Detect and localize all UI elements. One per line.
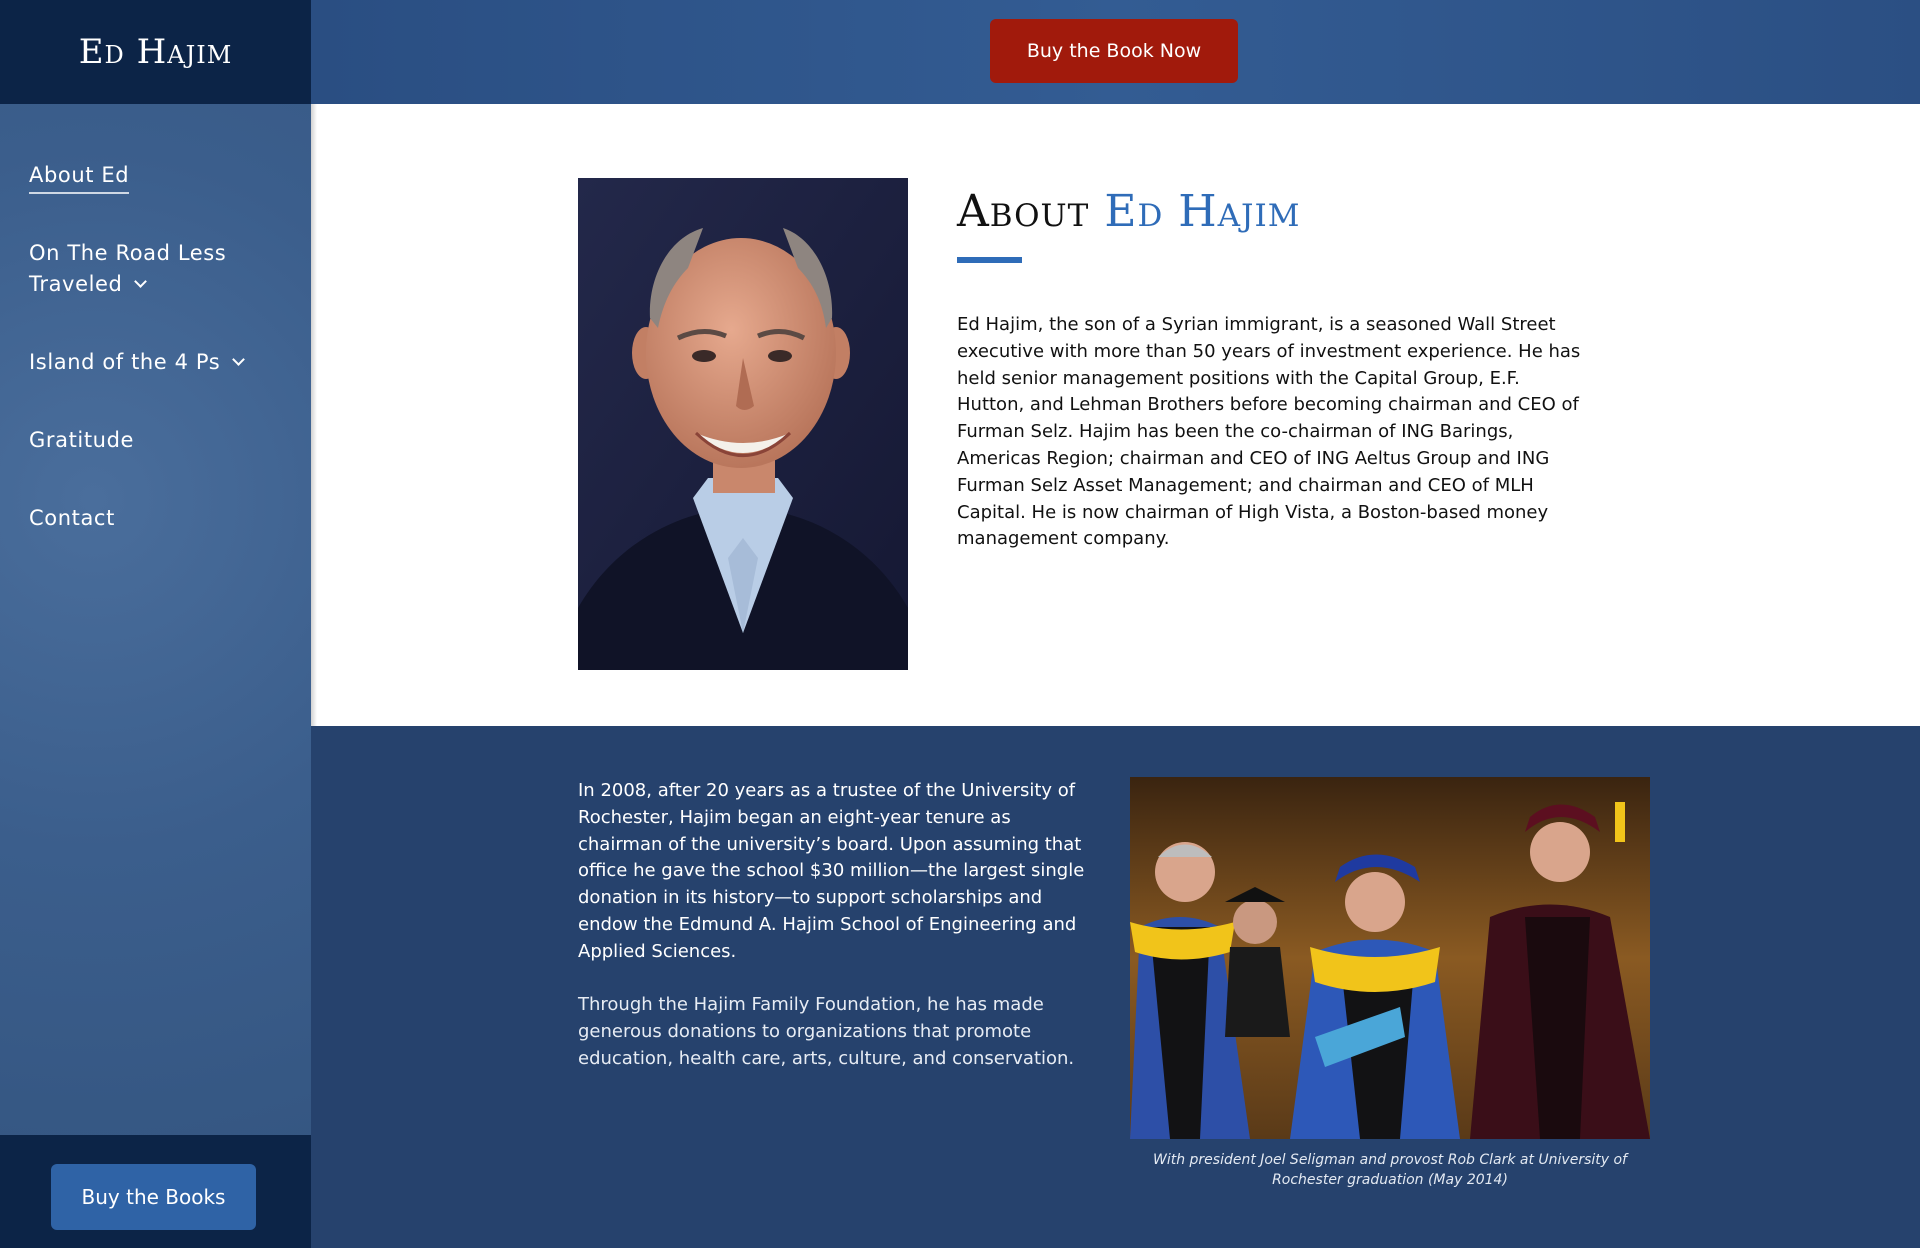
philanthropy-section <box>311 726 1920 1248</box>
sidebar-shadow <box>311 104 317 726</box>
header-bar <box>311 0 1920 104</box>
title-prefix: About <box>957 186 1105 237</box>
nav-item-contact[interactable] <box>29 503 289 534</box>
title-accent: Ed Hajim <box>1104 186 1301 237</box>
nav-item-label: About Ed <box>29 163 129 194</box>
buy-book-now-button[interactable]: Buy the Book Now <box>990 19 1238 83</box>
nav-item-about-ed[interactable] <box>29 160 289 191</box>
title-underline <box>957 257 1022 263</box>
chevron-down-icon[interactable] <box>135 275 148 288</box>
buy-the-books-button[interactable]: Buy the Books <box>51 1164 256 1230</box>
bio-paragraph: Ed Hajim, the son of a Syrian immigrant, is a seasoned Wall Street executive with more than 50 years of investment experience. He has held senior management positions with the Capital Group, E.F. Hutton, and Lehman Brothers before becoming chairman and CEO of Furman Selz. Hajim has been the co-chairman of ING Barings, Americas Region; chairman and CEO of ING Aeltus Group and ING Furman Selz Asset Management; and chairman and CEO of MLH Capital. He is now chairman of High Vista, a Boston-based money management company. <box>957 314 1581 550</box>
photo-caption: With president Joel Seligman and provost Rob Clark at University of Rochester graduation (May 2014) <box>1152 1152 1627 1188</box>
nav-item-label: Contact <box>29 506 115 530</box>
page-title <box>957 186 1300 237</box>
nav-item-label: Island of the 4 Ps <box>29 350 221 374</box>
sidebar-nav <box>29 160 289 581</box>
nav-item-label: On The Road Less Traveled <box>29 241 227 296</box>
site-logo[interactable]: Ed Hajim <box>78 32 233 72</box>
nav-item-label: Gratitude <box>29 428 135 452</box>
graduation-photo <box>1130 777 1650 1139</box>
nav-item-gratitude[interactable] <box>29 425 289 456</box>
foundation-paragraph: Through the Hajim Family Foundation, he has made generous donations to organizations that promote education, health care, arts, culture, and conservation. <box>578 994 1075 1069</box>
nav-item-road-less-traveled[interactable] <box>29 238 244 300</box>
rochester-paragraph: In 2008, after 20 years as a trustee of the University of Rochester, Hajim began an eight-year tenure as chairman of the university’s board. Upon assuming that office he gave the school $30 million—the largest single donation in its history—to support scholarships and endow the Edmund A. Hajim School of Engineering and Applied Sciences. <box>578 780 1085 962</box>
portrait-photo <box>578 178 908 670</box>
chevron-down-icon[interactable] <box>232 353 245 366</box>
sidebar <box>0 0 311 1248</box>
sidebar-header <box>0 0 311 104</box>
nav-item-island-4ps[interactable] <box>29 347 289 378</box>
sidebar-footer <box>0 1135 311 1248</box>
